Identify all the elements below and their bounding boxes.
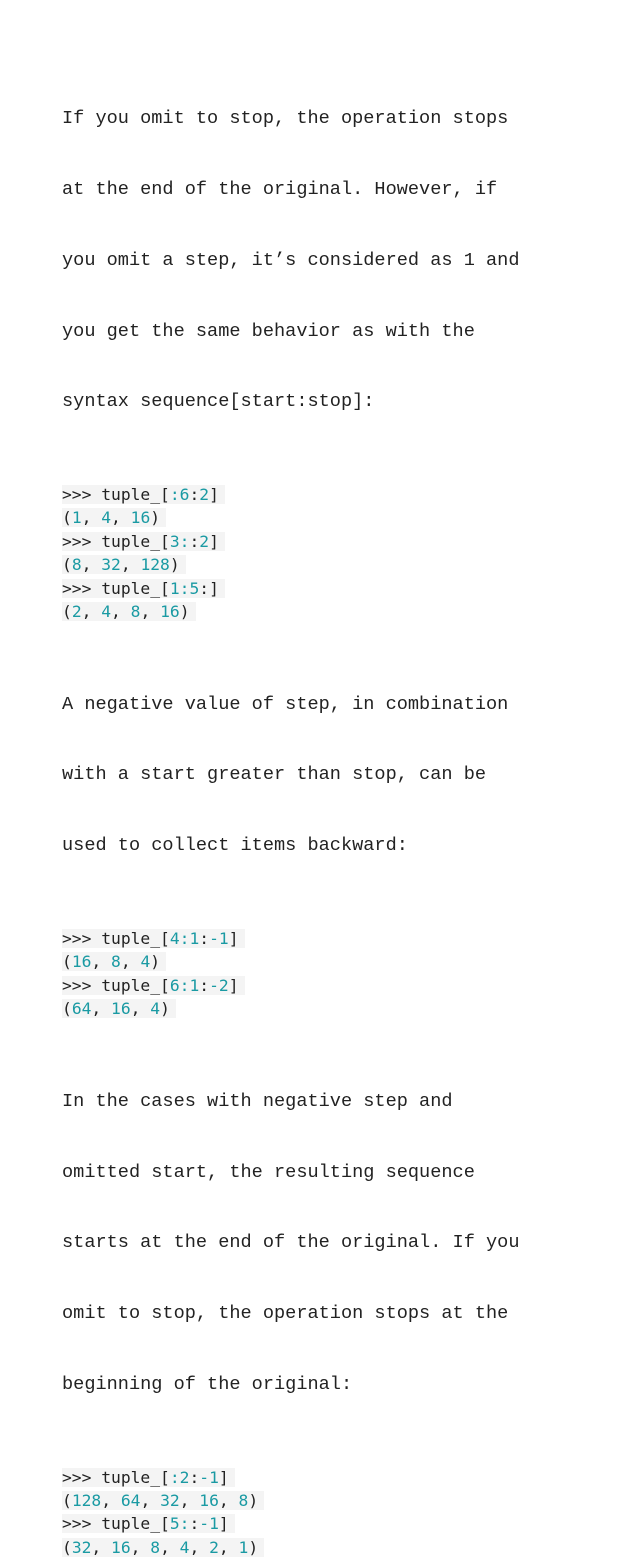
slice-step: 2: [199, 485, 210, 505]
slice-colon: :: [189, 1514, 200, 1534]
tuple-name: tuple_: [101, 928, 161, 948]
paragraph-line: at the end of the original. However, if: [62, 178, 498, 200]
slice-step: -2: [209, 975, 229, 995]
slice-start: 4: [169, 928, 180, 948]
result-number: 4: [101, 602, 112, 622]
result-number: 128: [71, 1491, 102, 1511]
code-input-line: [62, 1466, 602, 1489]
result-number: 16: [71, 952, 92, 972]
slice-stop: 6: [179, 485, 190, 505]
code-output-line: [62, 553, 602, 576]
result-number: 64: [120, 1491, 141, 1511]
bracket: [: [160, 485, 170, 505]
code-prompt: >>>: [62, 485, 102, 505]
slice-stop: 1: [189, 975, 200, 995]
slice-colon: :: [169, 1467, 180, 1487]
paragraph-line: you omit a step, it’s considered as 1 and: [62, 249, 520, 271]
code-line-content: (16, 8, 4): [62, 952, 166, 971]
slice-colon: :: [179, 1514, 190, 1534]
slice-stop: 2: [179, 1467, 190, 1487]
bracket: [: [160, 1514, 170, 1534]
result-number: 8: [71, 555, 82, 575]
result-number: 32: [101, 555, 121, 575]
slice-colon: :: [179, 975, 190, 995]
result-number: 16: [111, 1537, 131, 1557]
bracket: [: [160, 578, 170, 598]
result-number: 16: [130, 508, 151, 528]
tuple-name: tuple_: [101, 578, 161, 598]
code-input-line: [62, 530, 602, 553]
code-input-line: [62, 927, 602, 950]
paragraph-line: used to collect items backward:: [62, 835, 408, 857]
result-number: 4: [150, 999, 161, 1019]
code-line-content: (1, 4, 16): [62, 508, 166, 527]
slice-step: 2: [199, 531, 210, 551]
code-input-line: [62, 483, 602, 506]
code-line-content: (2, 4, 8, 16): [62, 602, 196, 621]
result-number: 1: [71, 508, 82, 528]
code-prompt: >>>: [62, 975, 102, 995]
code-output-line: [62, 950, 602, 973]
code-prompt: >>>: [62, 1467, 102, 1487]
paragraph-negative-step: [62, 645, 602, 905]
spacer: [62, 461, 602, 483]
code-line-content: [62, 485, 225, 504]
paragraph-omitted-start: [62, 1043, 602, 1444]
bracket: [: [160, 1467, 170, 1487]
code-input-line: [62, 974, 602, 997]
code-output-line: [62, 1536, 602, 1559]
slice-colon: :: [189, 1467, 200, 1487]
paragraph-line: you get the same behavior as with the: [62, 320, 475, 342]
bracket: [: [160, 975, 170, 995]
paragraph-line: with a start greater than stop, can be: [62, 764, 487, 786]
result-number: 32: [71, 1537, 92, 1557]
slice-colon: :: [179, 928, 190, 948]
code-prompt: >>>: [62, 1514, 102, 1534]
result-number: 4: [179, 1537, 190, 1557]
result-number: 64: [71, 999, 92, 1019]
code-input-line: [62, 1512, 602, 1535]
code-line-content: (8, 32, 128): [62, 555, 186, 574]
result-number: 8: [150, 1537, 161, 1557]
code-line-content: (32, 16, 8, 4, 2, 1): [62, 1538, 264, 1557]
bracket: [: [160, 928, 170, 948]
bracket: [: [160, 531, 170, 551]
slice-colon: :: [169, 485, 180, 505]
code-line-content: (64, 16, 4): [62, 999, 176, 1018]
paragraph-line: starts at the end of the original. If you: [62, 1232, 520, 1254]
code-prompt: >>>: [62, 928, 102, 948]
slice-start: 1: [169, 578, 180, 598]
result-number: 2: [71, 602, 82, 622]
paragraph-line: omitted start, the resulting sequence: [62, 1161, 475, 1183]
slice-stop: 1: [189, 928, 200, 948]
bracket: ]: [228, 928, 239, 948]
code-block-positive-step: [62, 483, 602, 623]
spacer: [62, 1021, 602, 1043]
slice-step: -1: [199, 1514, 219, 1534]
code-output-line: [62, 1489, 602, 1512]
slice-colon: :: [179, 531, 190, 551]
code-line-content: [62, 929, 245, 948]
result-number: 16: [199, 1491, 219, 1511]
code-line-content: [62, 976, 245, 995]
slice-colon: :: [189, 531, 200, 551]
slice-start: 3: [169, 531, 180, 551]
code-output-line: [62, 506, 602, 529]
result-number: 16: [160, 602, 180, 622]
slice-colon: :: [179, 578, 190, 598]
paragraph-line: If you omit to stop, the operation stops: [62, 108, 509, 130]
code-output-line: [62, 600, 602, 623]
bracket: ]: [218, 1514, 229, 1534]
spacer: [62, 623, 602, 645]
tuple-name: tuple_: [101, 1467, 161, 1487]
code-prompt: >>>: [62, 578, 102, 598]
paragraph-line: syntax sequence[start:stop]:: [62, 391, 375, 413]
code-line-content: [62, 1514, 235, 1533]
result-number: 8: [130, 602, 141, 622]
paragraph-omit-stop: [62, 60, 602, 461]
result-number: 4: [101, 508, 112, 528]
bracket: ]: [209, 531, 219, 551]
spacer: [62, 905, 602, 927]
tuple-name: tuple_: [101, 531, 161, 551]
result-number: 4: [140, 952, 151, 972]
spacer: [62, 1444, 602, 1466]
slice-colon: :: [199, 578, 210, 598]
paragraph-line: beginning of the original:: [62, 1373, 353, 1395]
result-number: 32: [160, 1491, 180, 1511]
slice-colon: :: [189, 485, 200, 505]
code-block-omitted-start: [62, 1466, 602, 1559]
paragraph-line: omit to stop, the operation stops at the: [62, 1303, 509, 1325]
paragraph-line: In the cases with negative step and: [62, 1090, 453, 1112]
slice-start: 6: [169, 975, 180, 995]
code-line-content: (128, 64, 32, 16, 8): [62, 1491, 264, 1510]
code-output-line: [62, 997, 602, 1020]
code-line-content: [62, 532, 225, 551]
tuple-name: tuple_: [101, 485, 161, 505]
slice-step: -1: [199, 1467, 219, 1487]
slice-step: -1: [209, 928, 229, 948]
result-number: 8: [111, 952, 121, 972]
code-line-content: [62, 1468, 235, 1487]
code-line-content: [62, 579, 225, 598]
result-number: 16: [111, 999, 131, 1019]
code-input-line: [62, 577, 602, 600]
result-number: 8: [238, 1491, 249, 1511]
result-number: 2: [209, 1537, 219, 1557]
slice-stop: 5: [189, 578, 200, 598]
tuple-name: tuple_: [101, 975, 161, 995]
code-prompt: >>>: [62, 531, 102, 551]
bracket: ]: [228, 975, 239, 995]
result-number: 128: [140, 555, 170, 575]
slice-colon: :: [199, 975, 210, 995]
result-number: 1: [238, 1537, 249, 1557]
tuple-name: tuple_: [101, 1514, 161, 1534]
bracket: ]: [218, 1467, 229, 1487]
document-page: [62, 60, 602, 1559]
paragraph-line: A negative value of step, in combination: [62, 693, 509, 715]
bracket: ]: [209, 578, 219, 598]
code-block-negative-step: [62, 927, 602, 1021]
slice-colon: :: [199, 928, 210, 948]
bracket: ]: [209, 485, 219, 505]
slice-start: 5: [169, 1514, 180, 1534]
